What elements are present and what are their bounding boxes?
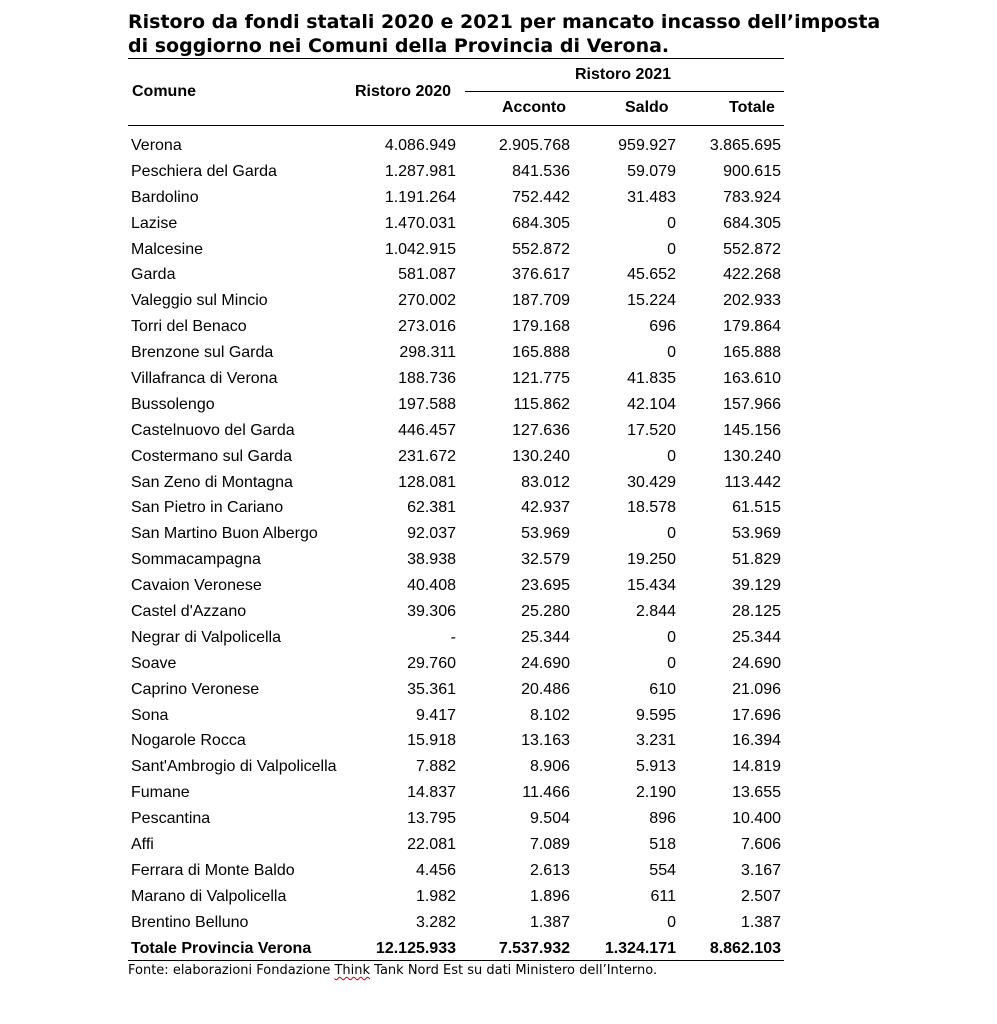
cell-acconto: 841.536 <box>512 162 570 180</box>
cell-saldo: 518 <box>649 836 676 854</box>
cell-comune: Marano di Valpolicella <box>131 887 287 905</box>
cell-acconto: 1.387 <box>529 913 570 931</box>
cell-acconto: 127.636 <box>512 421 570 439</box>
cell-saldo: 15.224 <box>627 292 676 310</box>
cell-saldo: 19.250 <box>627 551 676 569</box>
table-row <box>128 444 784 470</box>
cell-comune: Valeggio sul Mincio <box>131 292 268 310</box>
cell-saldo: 5.913 <box>635 758 676 776</box>
cell-comune: San Pietro in Cariano <box>131 499 284 517</box>
table-row <box>128 703 784 729</box>
cell-acconto: 130.240 <box>512 447 570 465</box>
table-row <box>128 780 784 806</box>
cell-acconto: 115.862 <box>513 395 570 413</box>
table-row <box>128 599 784 625</box>
cell-acconto: 20.486 <box>521 680 570 698</box>
cell-acconto: 83.012 <box>521 473 570 491</box>
cell-saldo: 611 <box>650 887 676 905</box>
cell-totale: 422.268 <box>723 266 781 284</box>
cell-comune: Bussolengo <box>131 395 215 413</box>
table-row <box>128 470 784 496</box>
cell-totale: 7.606 <box>740 836 781 854</box>
cell-totale: 10.400 <box>732 810 781 828</box>
cell-saldo: 0 <box>667 525 676 543</box>
cell-comune: Sommacampagna <box>131 551 261 569</box>
table-row <box>128 521 784 547</box>
cell-totale: 24.690 <box>732 654 781 672</box>
title-line-2: di soggiorno nei Comuni della Provincia di Verona. <box>128 35 670 57</box>
cell-comune: Nogarole Rocca <box>131 732 246 750</box>
cell-acconto: 752.442 <box>512 188 570 206</box>
cell-comune: Pescantina <box>131 810 211 828</box>
table-row <box>128 754 784 780</box>
cell-comune: Costermano sul Garda <box>131 447 292 465</box>
cell-totale: 28.125 <box>732 603 781 621</box>
cell-saldo: 18.578 <box>627 499 676 517</box>
table-row <box>128 418 784 444</box>
cell-totale: 16.394 <box>732 732 781 750</box>
table-row <box>128 211 784 237</box>
cell-totale: 3.167 <box>740 861 781 879</box>
cell-comune: Villafranca di Verona <box>131 370 278 388</box>
cell-saldo: 1.324.171 <box>604 939 676 957</box>
cell-saldo: 31.483 <box>627 188 676 206</box>
table-row <box>128 573 784 599</box>
cell-ristoro-2020: 188.736 <box>398 370 456 388</box>
source-underlined-word: Think <box>334 963 371 978</box>
cell-comune: Caprino Veronese <box>131 680 260 698</box>
cell-ristoro-2020: 29.760 <box>407 654 456 672</box>
cell-totale: 179.864 <box>723 318 781 336</box>
cell-totale: 163.610 <box>723 370 781 388</box>
cell-acconto: 552.872 <box>512 240 570 258</box>
cell-totale: 157.966 <box>723 395 781 413</box>
cell-saldo: 959.927 <box>618 137 676 154</box>
cell-comune: Sant'Ambrogio di Valpolicella <box>131 758 337 776</box>
cell-ristoro-2020: 128.081 <box>398 473 456 491</box>
source-note <box>128 963 657 978</box>
cell-comune: Bardolino <box>131 188 199 206</box>
cell-ristoro-2020: 197.588 <box>398 395 456 413</box>
cell-comune: San Martino Buon Albergo <box>131 525 318 543</box>
cell-ristoro-2020: 273.016 <box>398 318 456 336</box>
cell-acconto: 7.537.932 <box>498 939 570 957</box>
total-row <box>128 936 784 962</box>
cell-saldo: 41.835 <box>627 370 676 388</box>
cell-ristoro-2020: 581.087 <box>398 266 456 284</box>
cell-comune: Castel d'Azzano <box>131 603 247 621</box>
cell-saldo: 0 <box>667 913 676 931</box>
cell-totale: 130.240 <box>723 447 781 465</box>
cell-totale: 25.344 <box>732 628 781 646</box>
table-row <box>128 858 784 884</box>
table-row <box>128 314 784 340</box>
cell-acconto: 2.613 <box>529 861 570 879</box>
table-row <box>128 884 784 910</box>
cell-acconto: 179.168 <box>512 318 570 336</box>
cell-ristoro-2020: 1.042.915 <box>384 240 456 258</box>
table-body <box>128 133 784 962</box>
cell-acconto: 8.906 <box>529 758 570 776</box>
header-ristoro-2021-rule <box>465 91 784 92</box>
table-row <box>128 133 784 159</box>
header-ristoro-2020: Ristoro 2020 <box>355 83 452 100</box>
cell-saldo: 0 <box>667 214 676 232</box>
table-row <box>128 159 784 185</box>
cell-totale: 61.515 <box>732 499 781 517</box>
cell-comune: Garda <box>131 266 176 284</box>
cell-saldo: 30.429 <box>627 473 676 491</box>
cell-saldo: 696 <box>649 318 676 336</box>
cell-totale: 202.933 <box>723 292 781 310</box>
cell-acconto: 2.905.768 <box>498 137 570 154</box>
header-ristoro-2021: Ristoro 2021 <box>575 66 672 83</box>
cell-totale: 17.696 <box>732 706 781 724</box>
cell-comune: San Zeno di Montagna <box>131 473 293 491</box>
cell-totale: 145.156 <box>723 421 781 439</box>
cell-ristoro-2020: 9.417 <box>415 706 456 724</box>
cell-acconto: 24.690 <box>521 654 570 672</box>
cell-ristoro-2020: 270.002 <box>398 292 456 310</box>
cell-saldo: 17.520 <box>627 421 676 439</box>
table-row <box>128 262 784 288</box>
table-row <box>128 832 784 858</box>
title-line-1: Ristoro da fondi statali 2020 e 2021 per mancato incasso dell’imposta <box>128 11 881 33</box>
table-bottom-rule <box>128 960 784 961</box>
cell-ristoro-2020: 38.938 <box>407 551 456 569</box>
cell-totale: 3.865.695 <box>709 137 781 154</box>
cell-ristoro-2020: 4.086.949 <box>384 137 456 154</box>
cell-totale: 1.387 <box>740 913 781 931</box>
cell-comune: Affi <box>131 836 154 854</box>
table-row <box>128 651 784 677</box>
cell-totale: 13.655 <box>732 784 781 802</box>
cell-saldo: 0 <box>667 628 676 646</box>
cell-saldo: 896 <box>649 810 676 828</box>
cell-acconto: 42.937 <box>521 499 570 517</box>
cell-comune: Brentino Belluno <box>131 913 249 931</box>
cell-saldo: 0 <box>667 240 676 258</box>
cell-acconto: 8.102 <box>529 706 570 724</box>
cell-saldo: 59.079 <box>627 162 676 180</box>
cell-ristoro-2020: 1.470.031 <box>384 214 456 232</box>
cell-acconto: 1.896 <box>529 887 570 905</box>
cell-saldo: 610 <box>649 680 676 698</box>
cell-comune: Negrar di Valpolicella <box>131 628 281 646</box>
cell-comune: Brenzone sul Garda <box>131 344 274 362</box>
cell-acconto: 13.163 <box>521 732 570 750</box>
cell-saldo: 0 <box>667 654 676 672</box>
cell-comune: Cavaion Veronese <box>131 577 262 595</box>
cell-acconto: 187.709 <box>512 292 570 310</box>
cell-acconto: 376.617 <box>512 266 570 284</box>
cell-acconto: 25.344 <box>521 628 570 646</box>
cell-saldo: 2.190 <box>635 784 676 802</box>
cell-ristoro-2020: 231.672 <box>398 447 456 465</box>
table-row <box>128 340 784 366</box>
table-top-rule <box>128 58 784 59</box>
header-comune: Comune <box>132 83 196 100</box>
cell-saldo: 0 <box>667 447 676 465</box>
cell-saldo: 0 <box>667 344 676 362</box>
cell-comune: Soave <box>131 654 177 672</box>
cell-ristoro-2020: 12.125.933 <box>375 939 456 957</box>
cell-ristoro-2020: 1.287.981 <box>384 162 456 180</box>
cell-totale: 39.129 <box>732 577 781 595</box>
source-suffix: Tank Nord Est su dati Ministero dell’Interno. <box>370 963 658 978</box>
cell-ristoro-2020: 40.408 <box>407 577 456 595</box>
cell-acconto: 9.504 <box>529 810 570 828</box>
cell-ristoro-2020: - <box>450 628 456 646</box>
cell-ristoro-2020: 3.282 <box>415 913 456 931</box>
cell-comune: Verona <box>131 137 182 154</box>
table-row <box>128 728 784 754</box>
cell-ristoro-2020: 22.081 <box>407 836 456 854</box>
cell-totale: 2.507 <box>740 887 781 905</box>
cell-acconto: 684.305 <box>512 214 570 232</box>
cell-comune: Sona <box>131 706 169 724</box>
cell-ristoro-2020: 7.882 <box>415 758 456 776</box>
cell-acconto: 23.695 <box>521 577 570 595</box>
table-row <box>128 392 784 418</box>
cell-comune: Ferrara di Monte Baldo <box>131 861 295 879</box>
table-row <box>128 625 784 651</box>
cell-acconto: 25.280 <box>521 603 570 621</box>
cell-saldo: 554 <box>649 861 676 879</box>
table-row <box>128 185 784 211</box>
table-row <box>128 237 784 263</box>
cell-ristoro-2020: 1.982 <box>415 887 456 905</box>
cell-acconto: 121.775 <box>512 370 570 388</box>
cell-comune: Peschiera del Garda <box>131 162 277 180</box>
cell-totale: 53.969 <box>732 525 781 543</box>
cell-comune: Castelnuovo del Garda <box>131 421 295 439</box>
cell-acconto: 32.579 <box>521 551 570 569</box>
table-row <box>128 910 784 936</box>
cell-ristoro-2020: 4.456 <box>415 861 456 879</box>
cell-ristoro-2020: 62.381 <box>407 499 456 517</box>
table-row <box>128 288 784 314</box>
cell-acconto: 165.888 <box>512 344 570 362</box>
table-row <box>128 366 784 392</box>
cell-comune: Totale Provincia Verona <box>131 939 312 957</box>
cell-ristoro-2020: 14.837 <box>407 784 456 802</box>
header-totale: Totale <box>729 99 775 116</box>
cell-totale: 684.305 <box>723 214 781 232</box>
cell-saldo: 9.595 <box>635 706 676 724</box>
cell-ristoro-2020: 35.361 <box>407 680 456 698</box>
cell-acconto: 53.969 <box>521 525 570 543</box>
cell-acconto: 7.089 <box>529 836 570 854</box>
cell-saldo: 15.434 <box>627 577 676 595</box>
cell-comune: Fumane <box>131 784 190 802</box>
cell-ristoro-2020: 92.037 <box>407 525 456 543</box>
cell-totale: 165.888 <box>723 344 781 362</box>
cell-ristoro-2020: 39.306 <box>407 603 456 621</box>
cell-comune: Torri del Benaco <box>131 318 247 336</box>
source-prefix: Fonte: elaborazioni Fondazione <box>128 963 335 978</box>
cell-totale: 900.615 <box>723 162 781 180</box>
cell-ristoro-2020: 446.457 <box>398 421 456 439</box>
cell-saldo: 3.231 <box>635 732 676 750</box>
cell-comune: Lazise <box>131 214 178 232</box>
table-row <box>128 495 784 521</box>
table-row <box>128 806 784 832</box>
cell-saldo: 45.652 <box>627 266 676 284</box>
cell-saldo: 2.844 <box>635 603 676 621</box>
cell-acconto: 11.466 <box>522 784 570 802</box>
cell-ristoro-2020: 13.795 <box>407 810 456 828</box>
cell-totale: 783.924 <box>723 188 781 206</box>
cell-totale: 14.819 <box>732 758 781 776</box>
cell-ristoro-2020: 298.311 <box>399 344 456 362</box>
cell-ristoro-2020: 1.191.264 <box>384 188 456 206</box>
header-acconto: Acconto <box>502 99 566 116</box>
header-saldo: Saldo <box>625 99 669 116</box>
cell-totale: 552.872 <box>723 240 781 258</box>
header-bottom-rule <box>128 125 784 126</box>
document-title <box>128 10 888 58</box>
table-row <box>128 677 784 703</box>
cell-comune: Malcesine <box>131 240 204 258</box>
cell-ristoro-2020: 15.918 <box>407 732 456 750</box>
table-row <box>128 547 784 573</box>
cell-saldo: 42.104 <box>627 395 676 413</box>
cell-totale: 51.829 <box>732 551 781 569</box>
cell-totale: 21.096 <box>732 680 781 698</box>
cell-totale: 8.862.103 <box>709 939 781 957</box>
cell-totale: 113.442 <box>724 473 781 491</box>
